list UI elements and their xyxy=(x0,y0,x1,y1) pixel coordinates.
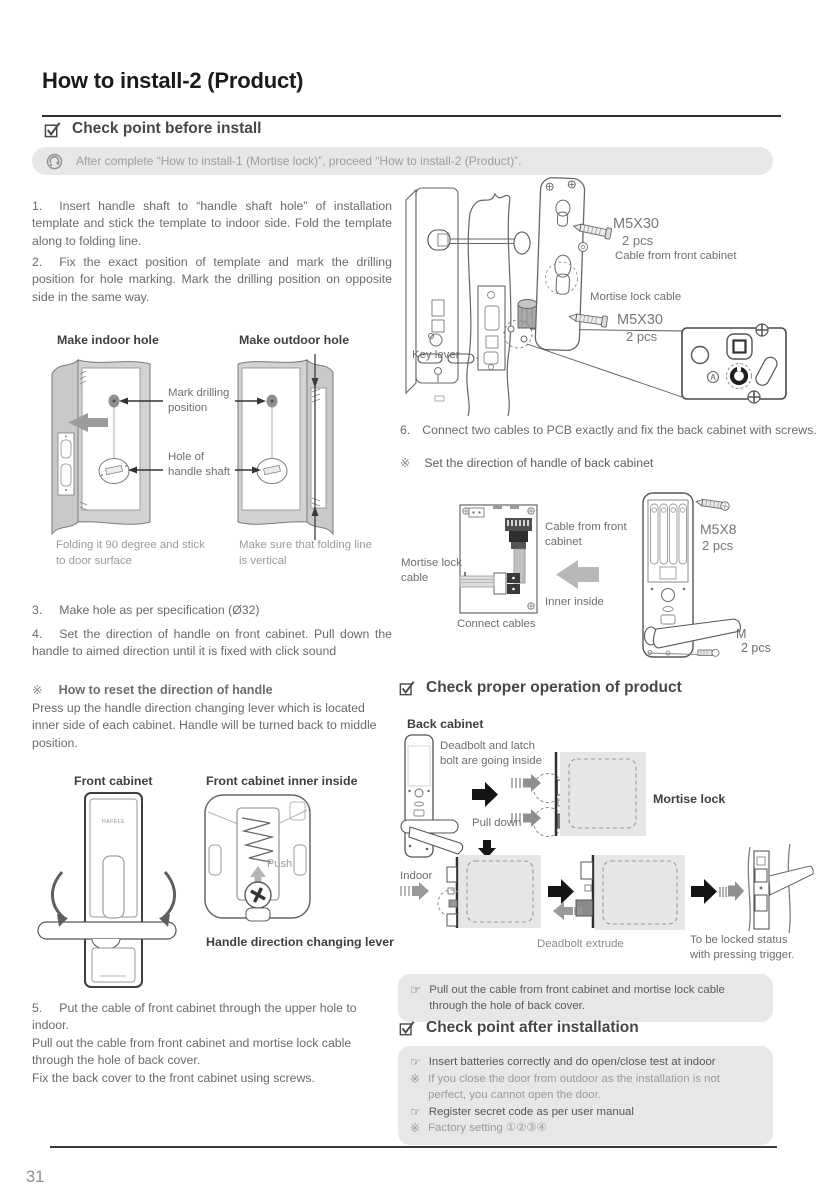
checklist-item xyxy=(410,1054,761,1071)
step-5-line3: Fix the back cover to the front cabinet using screws. xyxy=(32,1070,315,1085)
checkbox-check-icon xyxy=(399,680,415,696)
m5x30-bottom-qty: 2 pcs xyxy=(626,329,658,344)
step-2 xyxy=(32,254,392,306)
key-lever-label: Key lever xyxy=(412,349,460,361)
step-4-number: 4. xyxy=(32,627,43,641)
direction-arrow-left xyxy=(556,560,599,589)
step-4 xyxy=(32,626,392,661)
front-cabinet-diagram xyxy=(30,790,400,995)
step-3 xyxy=(32,602,392,619)
m5x8-qty: 2 pcs xyxy=(702,538,734,553)
section-heading: Check point after installation xyxy=(426,1019,639,1036)
back-cabinet-label: Back cabinet xyxy=(407,717,484,731)
reset-handle-heading xyxy=(32,682,273,697)
step-5-line1: Put the cable of front cabinet through the upper hole to indoor. xyxy=(32,1001,357,1033)
m5x8-label: M5X8 xyxy=(700,521,737,537)
checklist-item-text: Factory setting ①②③④ xyxy=(428,1122,547,1135)
detail-A-label: A xyxy=(710,373,716,383)
reference-mark-icon: ※ xyxy=(410,1071,421,1086)
checklist-item xyxy=(410,1104,761,1121)
m5x30-bottom-label: M5X30 xyxy=(617,312,663,328)
step-6-number: 6. xyxy=(400,423,411,437)
page-title: How to install-2 (Product) xyxy=(42,68,304,93)
reset-heading-text: How to reset the direction of handle xyxy=(58,683,273,697)
hole-marking-diagram xyxy=(30,352,400,542)
section-check-operation xyxy=(399,679,682,697)
changing-lever-caption: Handle direction changing lever xyxy=(206,935,394,949)
action-arrow xyxy=(472,782,498,807)
indoor-door-drawing xyxy=(52,360,150,534)
back-plate-drawing xyxy=(535,177,585,350)
section-heading: Check point before install xyxy=(72,120,262,137)
pointing-hand-icon: ☞ xyxy=(410,1055,421,1069)
m-screw-label: M xyxy=(736,627,747,641)
inner-inside-label: Inner inside xyxy=(545,596,604,608)
checklist-item-text: Insert batteries correctly and do open/close test at indoor xyxy=(428,1056,716,1068)
connect-cables-caption: Connect cables xyxy=(457,618,536,630)
indoor-arrow xyxy=(401,882,429,900)
mortise-lock-box xyxy=(560,752,646,836)
mortise-cable-connect-label: Mortise lock cable xyxy=(401,557,462,584)
reference-mark: ※ xyxy=(400,456,411,470)
m5x8-screw xyxy=(696,498,730,511)
step-5 xyxy=(32,1000,392,1087)
pointing-hand-icon: ☞ xyxy=(410,1104,421,1119)
step-4-text: Set the direction of handle on front cabinet. Pull down the handle to aimed direction until it is fixed with click sound xyxy=(32,627,392,659)
reference-mark: ※ xyxy=(32,683,43,697)
step-6-text: Connect two cables to PCB exactly and fix the back cabinet with screws. xyxy=(422,423,817,437)
locked-state-box xyxy=(595,855,685,930)
step-3-text: Make hole as per specification (Ø32) xyxy=(59,603,260,617)
pointing-hand-icon: ☞ xyxy=(410,983,422,997)
step-1 xyxy=(32,198,392,250)
checkbox-check-icon xyxy=(399,1020,415,1036)
step-5-line2: Pull out the cable from front cabinet and mortise lock cable through the hole of back cover. xyxy=(32,1035,352,1068)
checklist-item xyxy=(410,1071,761,1104)
outdoor-caption: Make sure that folding line is vertical xyxy=(239,539,372,567)
inner-inside-drawing xyxy=(205,795,310,921)
step-6-note-text: Set the direction of handle of back cabinet xyxy=(424,456,654,470)
outdoor-door-drawing xyxy=(238,354,333,540)
unlocked-state-box xyxy=(459,855,541,928)
step-1-number: 1. xyxy=(32,199,43,213)
step-6-note xyxy=(400,456,653,470)
cable-front-connect-label: Cable from front cabinet xyxy=(545,521,627,548)
mortise-lock-label: Mortise lock xyxy=(653,792,726,806)
banner-text: After complete “How to install-1 (Mortise lock)”, proceed “How to install-2 (Product)”. xyxy=(76,154,522,168)
push-label: Push xyxy=(267,858,293,870)
locked-status-label: To be locked status with pressing trigger. xyxy=(690,934,795,961)
front-cabinet-drawing xyxy=(38,793,176,987)
back-cabinet-drawing xyxy=(643,493,740,657)
reference-mark-icon: ※ xyxy=(410,1121,421,1136)
section-check-before-install xyxy=(44,120,261,138)
front-cabinet-title: Front cabinet xyxy=(74,774,153,788)
circular-arrow-icon xyxy=(46,153,63,170)
cable-note-text: Pull out the cable from front cabinet and mortise lock cable through the hole of back cover. xyxy=(429,984,725,1013)
step-2-number: 2. xyxy=(32,255,43,269)
cable-front-label: Cable from front cabinet xyxy=(615,250,737,262)
lock-edge-view-drawing xyxy=(748,844,813,933)
indoor-caption: Folding it 90 degree and stick to door surface xyxy=(56,539,205,567)
handle-shaft-hole-label: Hole of handle shaft xyxy=(168,451,231,478)
step-6 xyxy=(400,422,818,439)
footer-divider xyxy=(50,1146,777,1148)
header-divider xyxy=(42,115,781,117)
mortise-cable-label: Mortise lock cable xyxy=(590,291,682,303)
pull-down-label: Pull down xyxy=(472,817,522,829)
outdoor-hole-title: Make outdoor hole xyxy=(239,333,350,347)
step-1-text: Insert handle shaft to “handle shaft hole” of installation template and stick the template to indoor side. Fold the template along to folding line. xyxy=(32,199,392,248)
checklist-item-text: Register secret code as per user manual xyxy=(428,1105,634,1118)
trigger-press-arrow xyxy=(720,881,744,901)
indoor-label: Indoor xyxy=(400,870,433,882)
deadbolt-inside-label: Deadbolt and latch bolt are going inside xyxy=(440,740,542,767)
action-arrow xyxy=(548,879,574,904)
mark-drilling-label: Mark drilling position xyxy=(168,387,230,414)
reset-handle-body: Press up the handle direction changing lever which is located inner side of each cabinet. Handle will be turned back to middle position. xyxy=(32,701,377,750)
front-cabinet-inner-title: Front cabinet inner inside xyxy=(206,774,358,788)
section-heading: Check proper operation of product xyxy=(426,679,682,696)
cable-note-box xyxy=(398,974,773,1022)
step-3-number: 3. xyxy=(32,603,43,617)
checkbox-check-icon xyxy=(44,121,61,138)
brand-text: HAFELE xyxy=(101,819,126,825)
page-number: 31 xyxy=(26,1168,45,1186)
m5x30-top-label: M5X30 xyxy=(613,216,659,232)
step-2-text: Fix the exact position of template and mark the drilling position for hole marking. Mark the drilling position on opposite side in the same way. xyxy=(32,255,392,304)
section-check-after-install xyxy=(399,1019,639,1037)
checklist-item-text: If you close the door from outdoor as the installation is not perfect, you cannot open the door. xyxy=(428,1072,720,1102)
checklist-item xyxy=(410,1120,761,1137)
deadbolt-extrude-label: Deadbolt extrude xyxy=(537,938,624,950)
after-install-checklist-box xyxy=(398,1046,773,1145)
action-arrow xyxy=(691,879,717,904)
detail-inset-A xyxy=(682,324,786,403)
m-screw-qty: 2 pcs xyxy=(741,641,771,655)
step-5-number: 5. xyxy=(32,1001,43,1015)
m5x30-top-qty: 2 pcs xyxy=(622,233,654,248)
indoor-hole-title: Make indoor hole xyxy=(57,333,159,347)
